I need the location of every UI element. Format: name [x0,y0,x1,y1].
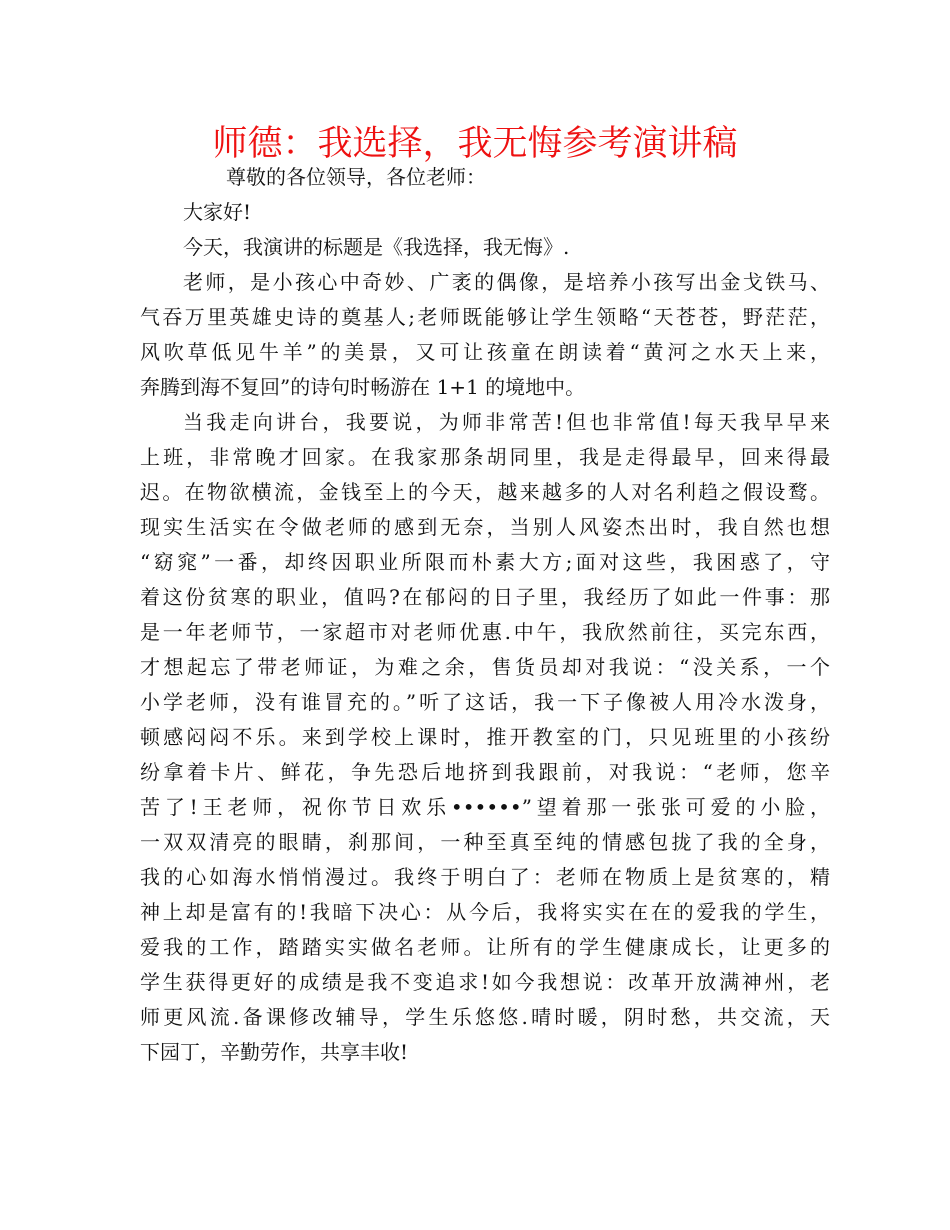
text-line: 着这份贫寒的职业，值吗?在郁闷的日子里，我经历了如此一件事：那 [140,585,830,609]
text-line: 学生获得更好的成绩是我不变追求!如今我想说：改革开放满神州，老 [140,970,830,994]
text-line: 奔腾到海不复回”的诗句时畅游在 1+1 的境地中。 [140,375,586,399]
text-line: 大家好! [183,200,252,224]
text-line: 现实生活实在令做老师的感到无奈，当别人风姿杰出时，我自然也想 [140,515,830,539]
text-line: 风吹草低见牛羊”的美景，又可让孩童在朗读着“黄河之水天上来， [140,340,830,364]
text-line: 纷拿着卡片、鲜花，争先恐后地挤到我跟前，对我说：“老师，您辛 [140,760,830,784]
text-line: 气吞万里英雄史诗的奠基人;老师既能够让学生领略“天苍苍，野茫茫， [140,305,830,329]
text-line: 迟。在物欲横流，金钱至上的今天，越来越多的人对名利趋之假设鹜。 [140,480,830,504]
text-line: 爱我的工作，踏踏实实做名老师。让所有的学生健康成长，让更多的 [140,935,830,959]
text-line: 苦了!王老师，祝你节日欢乐••••••”望着那一张张可爱的小脸， [140,795,830,819]
document-body [140,160,830,1070]
text-line: 小学老师，没有谁冒充的。”听了这话，我一下子像被人用冷水泼身， [140,690,830,714]
greeting-paragraph [140,195,830,230]
text-line: 下园丁，辛勤劳作，共享丰收! [140,1040,409,1064]
text-line: 尊敬的各位领导，各位老师： [226,165,486,189]
text-line: 今天，我演讲的标题是《我选择，我无悔》. [183,235,570,259]
text-line: “窈窕”一番，却终因职业所限而朴素大方;面对这些，我困惑了，守 [140,550,830,574]
text-line: 当我走向讲台，我要说，为师非常苦!但也非常值!每天我早早来 [183,410,830,434]
text-line: 师更风流.备课修改辅导，学生乐悠悠.晴时暖，阴时愁，共交流，天 [140,1005,830,1029]
text-line: 神上却是富有的!我暗下决心：从今后，我将实实在在的爱我的学生， [140,900,830,924]
body-paragraph-1 [140,265,830,405]
text-line: 顿感闷闷不乐。来到学校上课时，推开教室的门，只见班里的小孩纷 [140,725,830,749]
topic-paragraph [140,230,830,265]
text-line: 是一年老师节，一家超市对老师优惠.中午，我欣然前往，买完东西， [140,620,830,644]
salutation-paragraph [140,160,830,195]
text-line: 上班，非常晚才回家。在我家那条胡同里，我是走得最早，回来得最 [140,445,830,469]
body-paragraph-2 [140,405,830,1070]
document-title: 师德：我选择，我无悔参考演讲稿 [212,124,738,164]
text-line: 我的心如海水悄悄漫过。我终于明白了：老师在物质上是贫寒的，精 [140,865,830,889]
text-line: 一双双清亮的眼睛，刹那间，一种至真至纯的情感包拢了我的全身， [140,830,830,854]
text-line: 才想起忘了带老师证，为难之余，售货员却对我说：“没关系，一个 [140,655,830,679]
text-line: 老师，是小孩心中奇妙、广袤的偶像，是培养小孩写出金戈铁马、 [183,270,830,294]
